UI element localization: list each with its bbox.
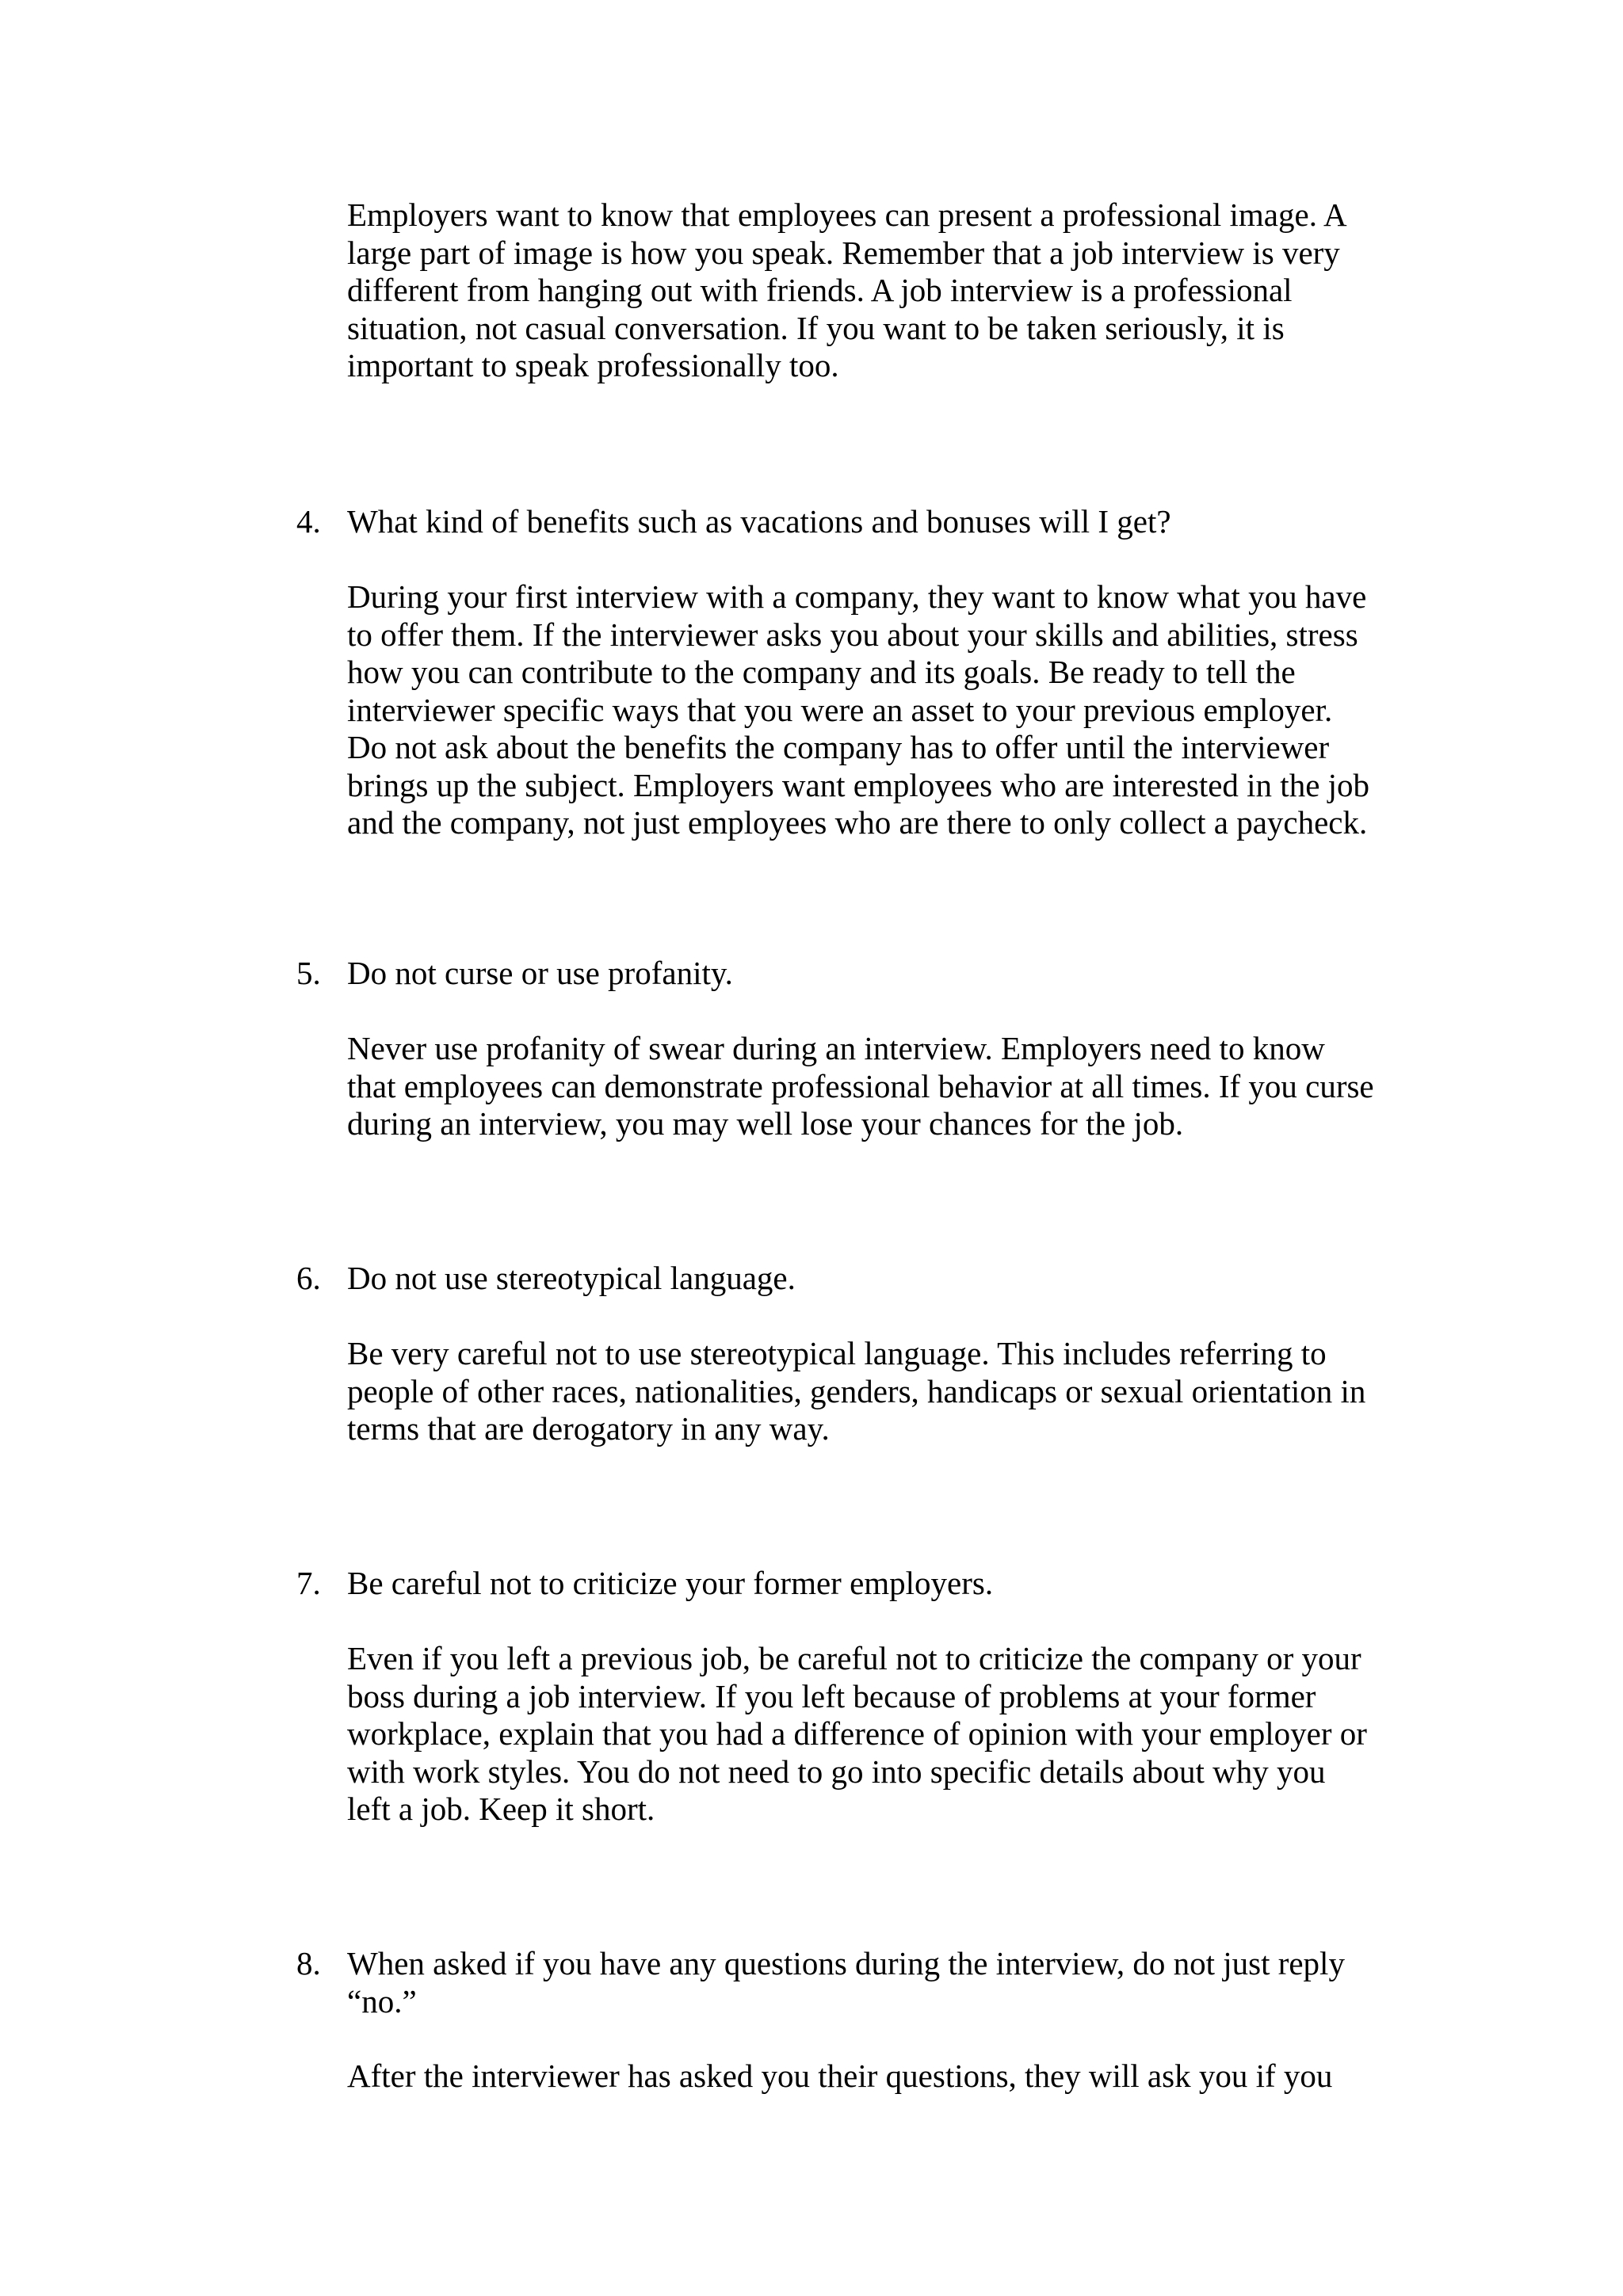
- item-body-line: how you can contribute to the company and its goals. Be ready to tell the: [347, 654, 1296, 690]
- item-body-line: with work styles. You do not need to go into specific details about why you: [347, 1753, 1326, 1790]
- item-body-line: people of other races, nationalities, genders, handicaps or sexual orientation in: [347, 1372, 1366, 1409]
- item-heading-line: “no.”: [347, 1982, 417, 2019]
- intro-line: Employers want to know that employees can present a professional image. A: [347, 196, 1347, 233]
- item-body-line: left a job. Keep it short.: [347, 1791, 655, 1827]
- intro-line: large part of image is how you speak. Remember that a job interview is very: [347, 234, 1340, 271]
- item-heading-line: Do not curse or use profanity.: [347, 955, 733, 991]
- intro-paragraph: [347, 196, 1401, 385]
- item-body-line: Never use profanity of swear during an interview. Employers need to know: [347, 1030, 1325, 1066]
- item-body-line: Do not ask about the benefits the company has to offer until the interviewer: [347, 729, 1330, 765]
- item-heading: [347, 1260, 1401, 1298]
- item-body-line: that employees can demonstrate professional behavior at all times. If you curse: [347, 1067, 1374, 1104]
- item-number: 4.: [296, 503, 321, 540]
- item-body: [347, 2058, 1401, 2096]
- item-body-line: boss during a job interview. If you left because of problems at your former: [347, 1677, 1316, 1714]
- item-heading-line: Be careful not to criticize your former employers.: [347, 1565, 994, 1601]
- item-body-line: and the company, not just employees who are there to only collect a paycheck.: [347, 804, 1368, 841]
- item-number: 5.: [296, 955, 321, 991]
- item-body-line: brings up the subject. Employers want employees who are interested in the job: [347, 766, 1370, 803]
- item-heading: [347, 1565, 1401, 1603]
- item-body: [347, 1030, 1401, 1143]
- item-body: [347, 578, 1401, 842]
- item-heading: [347, 1945, 1401, 2020]
- intro-line: situation, not casual conversation. If you want to be taken seriously, it is: [347, 309, 1285, 346]
- item-number: 6.: [296, 1260, 321, 1296]
- item-heading-line: What kind of benefits such as vacations and bonuses will I get?: [347, 503, 1171, 540]
- item-body-line: workplace, explain that you had a difference of opinion with your employer or: [347, 1715, 1367, 1752]
- item-body-line: to offer them. If the interviewer asks you about your skills and abilities, stress: [347, 616, 1358, 653]
- item-heading: [347, 955, 1401, 993]
- item-heading-line: Do not use stereotypical language.: [347, 1260, 796, 1296]
- item-body-line: After the interviewer has asked you their questions, they will ask you if you: [347, 2058, 1333, 2094]
- intro-line: important to speak professionally too.: [347, 347, 839, 383]
- intro-line: different from hanging out with friends. A job interview is a professional: [347, 272, 1293, 308]
- item-body-line: during an interview, you may well lose your chances for the job.: [347, 1105, 1184, 1142]
- item-heading-line: When asked if you have any questions during the interview, do not just reply: [347, 1945, 1345, 1981]
- item-number: 7.: [296, 1565, 321, 1601]
- item-body-line: interviewer specific ways that you were an asset to your previous employer.: [347, 691, 1333, 728]
- item-body-line: During your first interview with a company, they want to know what you have: [347, 578, 1367, 615]
- item-number: 8.: [296, 1945, 321, 1981]
- item-body-line: terms that are derogatory in any way.: [347, 1410, 830, 1447]
- item-body-line: Be very careful not to use stereotypical language. This includes referring to: [347, 1335, 1327, 1371]
- item-heading: [347, 503, 1401, 541]
- item-body: [347, 1335, 1401, 1448]
- item-body: [347, 1640, 1401, 1829]
- item-body-line: Even if you left a previous job, be careful not to criticize the company or your: [347, 1640, 1361, 1676]
